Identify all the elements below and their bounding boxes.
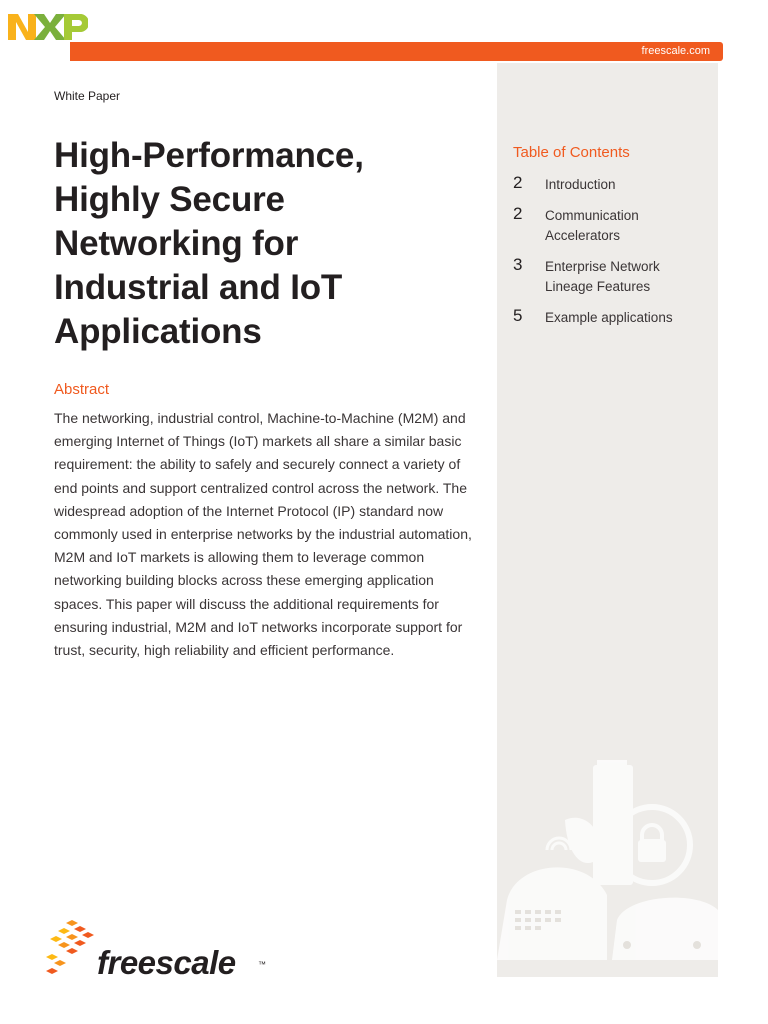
toc-page-number: 2 bbox=[513, 204, 523, 223]
toc-item-label: Example applications bbox=[545, 310, 673, 325]
title-line: Networking for bbox=[54, 224, 299, 263]
toc-heading: Table of Contents bbox=[513, 144, 630, 161]
toc-page-number: 2 bbox=[513, 173, 523, 192]
header-bar bbox=[70, 42, 723, 61]
title-line: Applications bbox=[54, 312, 262, 351]
toc-item-label: Introduction bbox=[545, 177, 616, 192]
trademark-symbol: ™ bbox=[258, 960, 266, 969]
abstract-heading: Abstract bbox=[54, 381, 110, 398]
title-line: High-Performance, bbox=[54, 136, 364, 175]
page-title bbox=[54, 134, 474, 354]
freescale-logo-text: freescale bbox=[97, 944, 236, 981]
title-line: Industrial and IoT bbox=[54, 268, 343, 307]
nxp-logo bbox=[8, 10, 88, 44]
website-url[interactable]: freescale.com bbox=[641, 45, 710, 57]
abstract-text: The networking, industrial control, Machine-to-Machine (M2M) and emerging Internet of Things (IoT) markets all share a similar basic requirement: the ability to safely and securely connect a variety of end points and support centralized control across the network. The widespread adoption of the Internet Protocol (IP) standard now commonly used in enterprise networks by the industrial automation, M2M and IoT markets is allowing them to leverage common networking building blocks across these emerging application spaces. This paper will discuss the additional requirements for ensuring industrial, M2M and IoT networks incorporate support for trust, security, high reliability and efficient performance. bbox=[54, 410, 472, 659]
title-line: Highly Secure bbox=[54, 180, 285, 219]
toc-item-label: Enterprise Network Lineage Features bbox=[545, 259, 660, 294]
iot-illustration bbox=[497, 760, 718, 960]
document-type-label: White Paper bbox=[54, 89, 121, 103]
toc-page-number: 3 bbox=[513, 255, 523, 274]
toc-page-number: 5 bbox=[513, 306, 523, 325]
toc-item-label: Communication Accelerators bbox=[545, 208, 639, 243]
